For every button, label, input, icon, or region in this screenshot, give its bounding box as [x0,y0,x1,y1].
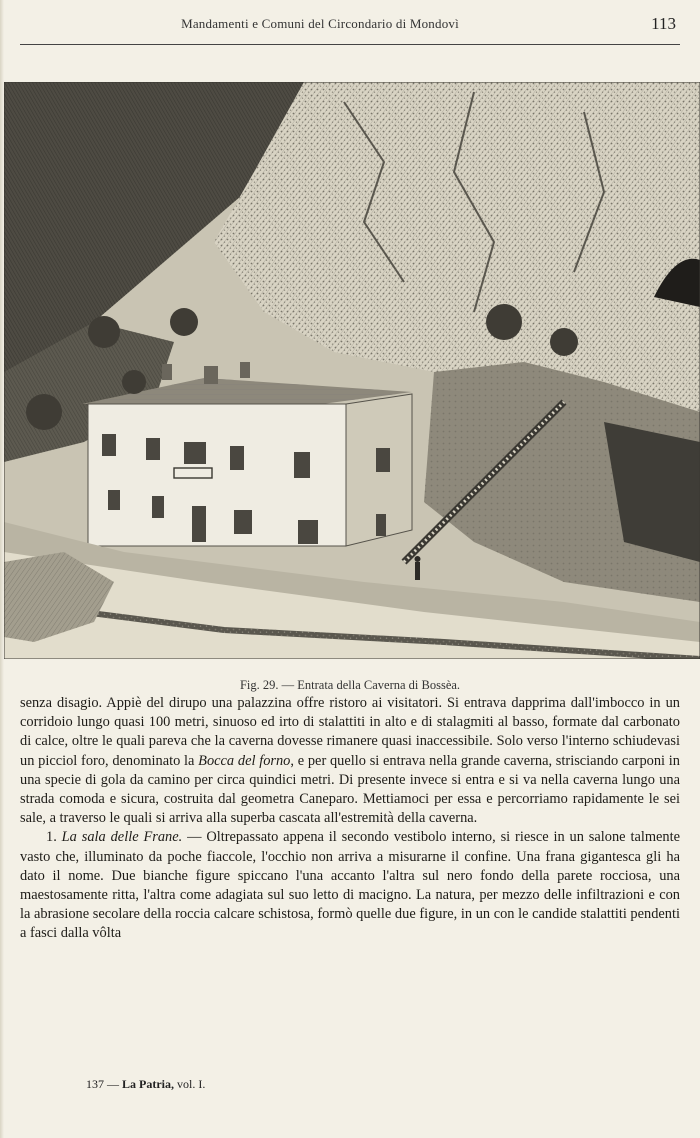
body-text [20,694,680,944]
volume-label: vol. I. [177,1077,206,1091]
section-title: La sala delle Frane. [61,829,183,846]
paragraph-1: senza disagio. Appiè del dirupo una palazzina offre ristoro ai visitatori. Si entrava dapprima dall'imbocco in un corridoio lungo quasi 100 metri, sinuoso ed irto di stalattiti in alto e di stalagmiti al basso, formate dal carbonato di calce, oltre le quali pareva che la caverna dovesse rimanere quasi inaccessibile. Solo verso l'interno schiudevasi un picciol foro, denominato la Bocca del forno, e per quello si entrava nella grande caverna, strisciando carponi in una specie di gola da camino per circa quindici metri. Di presente invece si entra e si va nella caverna lungo una strada comoda e sicura, costruita dal geometra Caneparo. Mettiamoci per essa e percorriamo rapidamente le sei sale, a traverso le quali si arriva alla superba cascata all'estremità della caverna. [20,695,680,827]
engraving-illustration [4,82,700,659]
signature-number: 137 — [86,1077,119,1091]
italic-term-bocca-del-forno: Bocca del forno [198,752,291,769]
paragraph-2: 1. La sala delle Frane. — Oltrepassato appena il secondo vestibolo interno, si riesce in un salone talmente vasto che, illuminato da poche fiaccole, l'occhio non arriva a misurarne il confine. Una frana gigantesca gli ha dato il nome. Due bianche figure spiccano l'una accanto l'altra sul nero fondo della parete rocciosa, una maestosamente ritta, l'altra come adagiata sul suo letto di macigno. La natura, per mezzo delle infiltrazioni e con la abrasione secolare della roccia calcare schistosa, formò quelle due figure, in un con le candide stalattiti pendenti a fasci dalla vôlta [20,829,680,942]
running-title: Mandamenti e Comuni del Circondario di Mondovì [181,16,459,31]
header-rule [20,44,680,45]
running-head [20,14,680,40]
section-number: 1. [46,829,62,846]
page-number: 113 [651,14,676,33]
footer-signature [86,1077,205,1092]
publication-title: La Patria, [122,1077,174,1091]
figure-caption: Fig. 29. — Entrata della Caverna di Bossèa. [239,678,461,692]
